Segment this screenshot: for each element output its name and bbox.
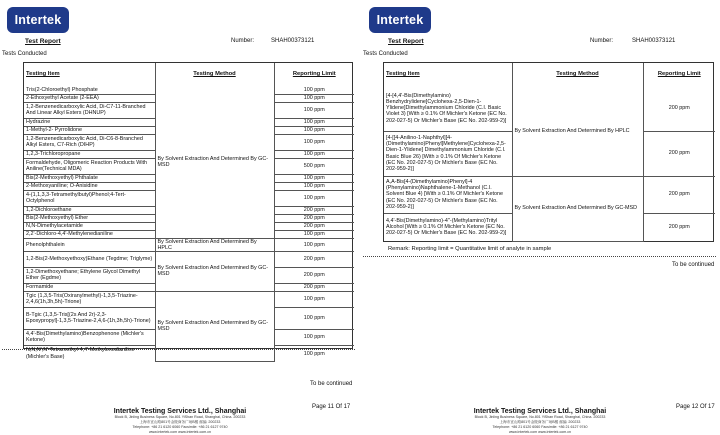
results-table — [23, 62, 353, 360]
footer-address: Block B, Jinling Business Square, No.801 YiShan Road, Shanghai, China. 200233 — [114, 415, 246, 419]
footer — [390, 408, 690, 434]
to-be-continued: To be continued — [310, 381, 353, 387]
footer-web: www.intertek.com www.intertek.com.cn — [508, 429, 572, 434]
number-label: Number: — [590, 38, 614, 44]
reporting-limit: 100 ppm — [274, 230, 354, 238]
table-row — [384, 86, 715, 131]
reporting-limit: 100 ppm — [274, 238, 354, 251]
header-reporting-limit: Reporting Limit — [657, 71, 701, 78]
testing-item: 4,4'-Bis(Dimethylamino)-4''-(Methylamino)Trityl Alcohol [With ≥ 0.1% Of Michler's Ketone (EC No. 202-027-5) Or Michler's Base (EC No. 202-959-2)] — [384, 213, 512, 241]
testing-item: Bis(2-Methoxyethyl) Ether — [24, 214, 155, 222]
testing-method: By Solvent Extraction And Determined By GC-MSD — [512, 176, 643, 241]
reporting-limit: 100 ppm — [274, 291, 354, 307]
reporting-limit: 100 ppm — [303, 350, 325, 357]
testing-item: B-Tgic (1,3,5-Tris[(2s And 2r)-2,3-Epoxypropyl]-1,3,5-Triazine-2,4,6-(1h,3h,5h)-Trione) — [24, 307, 155, 329]
testing-item: Tris(2-Chloroethyl) Phosphate — [24, 86, 155, 94]
footer-company: Intertek Testing Services Ltd., Shanghai — [113, 408, 247, 415]
footer-address-cn: 上海市宜山路801号金陵商务广场B楼 邮编: 200233 — [499, 419, 581, 424]
report-title: Test Report — [25, 38, 61, 45]
testing-item: Formaldehyde, Oligomeric Reaction Products With Aniline(Technical MDA) — [24, 158, 155, 174]
reporting-limit: 200 ppm — [274, 267, 354, 283]
table-header-row — [24, 63, 354, 86]
number-label: Number: — [231, 38, 255, 44]
testing-method: By Solvent Extraction And Determined By GC-MSD — [155, 291, 274, 361]
report-page-12 — [360, 0, 720, 435]
reporting-limit: 200 ppm — [274, 283, 354, 291]
tests-conducted-label: Tests Conducted — [2, 51, 47, 57]
testing-method: By Solvent Extraction And Determined By HPLC — [155, 238, 274, 251]
testing-item: 1,2-Benzenedicarboxylic Acid, Di-C6-8-Branched Alkyl Esters, C7-Rich (DIHP) — [24, 134, 155, 150]
reporting-limit: 100 ppm — [274, 150, 354, 158]
testing-method: By Solvent Extraction And Determined By HPLC — [512, 86, 643, 176]
table-header-row — [384, 63, 715, 86]
reporting-limit: 100 ppm — [274, 182, 354, 190]
table-row — [24, 238, 354, 251]
reporting-limit: 100 ppm — [274, 126, 354, 134]
number-value: SHAH00373121 — [632, 38, 676, 44]
number-value: SHAH00373121 — [271, 38, 315, 44]
reporting-limit: 100 ppm — [274, 307, 354, 329]
to-be-continued: To be continued — [672, 262, 715, 268]
testing-item: 2,2'-Dichloro-4,4'-Methylenedianiline — [24, 230, 155, 238]
header-reporting-limit: Reporting Limit — [292, 71, 336, 78]
footer-address-cn: 上海市宜山路801号金陵商务广场B楼 邮编: 200233 — [139, 419, 221, 424]
table-row — [384, 176, 715, 213]
page-number: Page 12 Of 17 — [676, 404, 715, 410]
reporting-limit: 100 ppm — [274, 174, 354, 182]
testing-item: 1,2-Benzenedicarboxylic Acid, Di-C7-11-Branched And Linear Alkyl Esters (DHNUP) — [24, 102, 155, 118]
footer — [30, 408, 330, 434]
testing-item: 1,2-Dimethoxyethane; Ethylene Glycol Dimethyl Ether (Egdme) — [24, 267, 155, 283]
reporting-limit: 100 ppm — [274, 190, 354, 206]
footer-address: Block B, Jinling Business Square, No.801 YiShan Road, Shanghai, China. 200233 — [474, 415, 606, 419]
header-testing-item: Testing Item — [24, 63, 155, 86]
table-row — [24, 86, 354, 94]
testing-item: 4,4'-Bis(Dimethylamino)Benzophenone (Michler's Ketone) — [24, 329, 155, 345]
testing-item: [4-[[4-Anilino-1-Naphthyl][4-(Dimethylamino)Phenyl]Methylene]Cyclohexa-2,5-Dien-1-Ylidene] Dimethylammonium Chloride (C.I. Basic Blue 26) [With ≥ 0.1% Of Michler's Ketone (EC No. 202-027-5) Or Michler's Base (EC No. 202-959-2)] — [384, 131, 512, 176]
testing-item: A,A-Bis[4-(Dimethylamino)Phenyl]-4 (Phenylamino)Naphthalene-1-Methanol (C.I. Solvent Blue 4) [With ≥ 0.1% Of Michler's Ketone (EC No. 202-027-5) Or Michler's Base (EC No. 202-959-2)] — [384, 176, 512, 213]
footer-phone: Telephone: +86 21 6120 6060 Facsimile: +86 21 6127 9740 — [492, 424, 588, 429]
table-row — [24, 291, 354, 307]
testing-item: Tgic (1,3,5-Tris(Oxiranylmethyl)-1,3,5-Triazine-2,4,6(1h,3h,5h)-Trione) — [24, 291, 155, 307]
reporting-limit: 100 ppm — [274, 86, 354, 94]
reporting-limit: 100 ppm — [274, 118, 354, 126]
testing-item: N,N-Dimethylacetamide — [24, 222, 155, 230]
reporting-limit: 200 ppm — [274, 214, 354, 222]
reporting-limit: 200 ppm — [643, 131, 715, 176]
testing-item: Formamide — [24, 283, 155, 291]
testing-item: 1,2-Bis(2-Methoxyethoxy)Ethane (Tegdme; Triglyme) — [24, 251, 155, 267]
dotted-divider — [363, 256, 716, 257]
testing-method: By Solvent Extraction And Determined By GC-MSD — [155, 86, 274, 238]
header-testing-method: Testing Method — [512, 63, 643, 86]
testing-item: 2-Ethoxyethyl Acetate (2-EEA) — [24, 94, 155, 102]
testing-item: Bis(2-Methoxyethyl) Phthalate — [24, 174, 155, 182]
reporting-limit: 100 ppm — [274, 134, 354, 150]
reporting-limit: 100 ppm — [274, 329, 354, 345]
testing-item: 1,2,3-Trichloropropane — [24, 150, 155, 158]
intertek-logo: Intertek — [369, 7, 431, 33]
testing-method: By Solvent Extraction And Determined By GC-MSD — [155, 251, 274, 291]
reporting-limit: 200 ppm — [274, 206, 354, 214]
footer-web: www.intertek.com www.intertek.com.cn — [148, 429, 212, 434]
results-table — [383, 62, 714, 242]
intertek-logo: Intertek — [7, 7, 69, 33]
header-testing-item: Testing Item — [384, 63, 512, 86]
reporting-limit: 200 ppm — [643, 176, 715, 213]
testing-item: 2-Methoxyaniline; O-Anisidine — [24, 182, 155, 190]
reporting-limit: 200 ppm — [274, 222, 354, 230]
footer-phone: Telephone: +86 21 6120 6060 Facsimile: +86 21 6127 9740 — [132, 424, 228, 429]
tests-conducted-label: Tests Conducted — [363, 51, 408, 57]
table-row — [24, 251, 354, 267]
remark-text: Remark: Reporting limit = Quantitative limit of analyte in sample — [388, 246, 552, 252]
testing-item: 4-(1,1,3,3-Tetramethylbutyl)Phenol;4-Tert-Octylphenol — [24, 190, 155, 206]
reporting-limit: 200 ppm — [643, 86, 715, 131]
reporting-limit: 100 ppm — [274, 102, 354, 118]
reporting-limit: 200 ppm — [274, 251, 354, 267]
dotted-divider — [2, 349, 355, 350]
testing-item: N,N,N',N'-Tetramethyl-4,4'-Methylenedianiline (Michler's Base) — [24, 345, 155, 361]
reporting-limit: 200 ppm — [668, 224, 690, 231]
page-number: Page 11 Of 17 — [312, 404, 351, 410]
footer-company: Intertek Testing Services Ltd., Shanghai — [473, 408, 607, 415]
testing-item: [4-[4,4'-Bis(Dimethylamino) Benzhydrylidene]Cyclohexa-2,5-Dien-1-Ylidene]Dimethylammonium Chloride (C.I. Basic Violet 3) [With ≥ 0.1% Of Michler's Ketone (EC No. 202-027-5) Or Michler's Base (EC No. 202-959-2)] — [384, 86, 512, 131]
report-title: Test Report — [388, 38, 424, 45]
testing-item: 1-Methyl-2- Pyrrolidone — [24, 126, 155, 134]
reporting-limit: 100 ppm — [274, 94, 354, 102]
header-testing-method: Testing Method — [155, 63, 274, 86]
testing-item: Hydrazine — [24, 118, 155, 126]
reporting-limit: 500 ppm — [274, 158, 354, 174]
testing-item: Phenolphthalein — [24, 238, 155, 251]
testing-item: 1,2-Dichloroethane — [24, 206, 155, 214]
